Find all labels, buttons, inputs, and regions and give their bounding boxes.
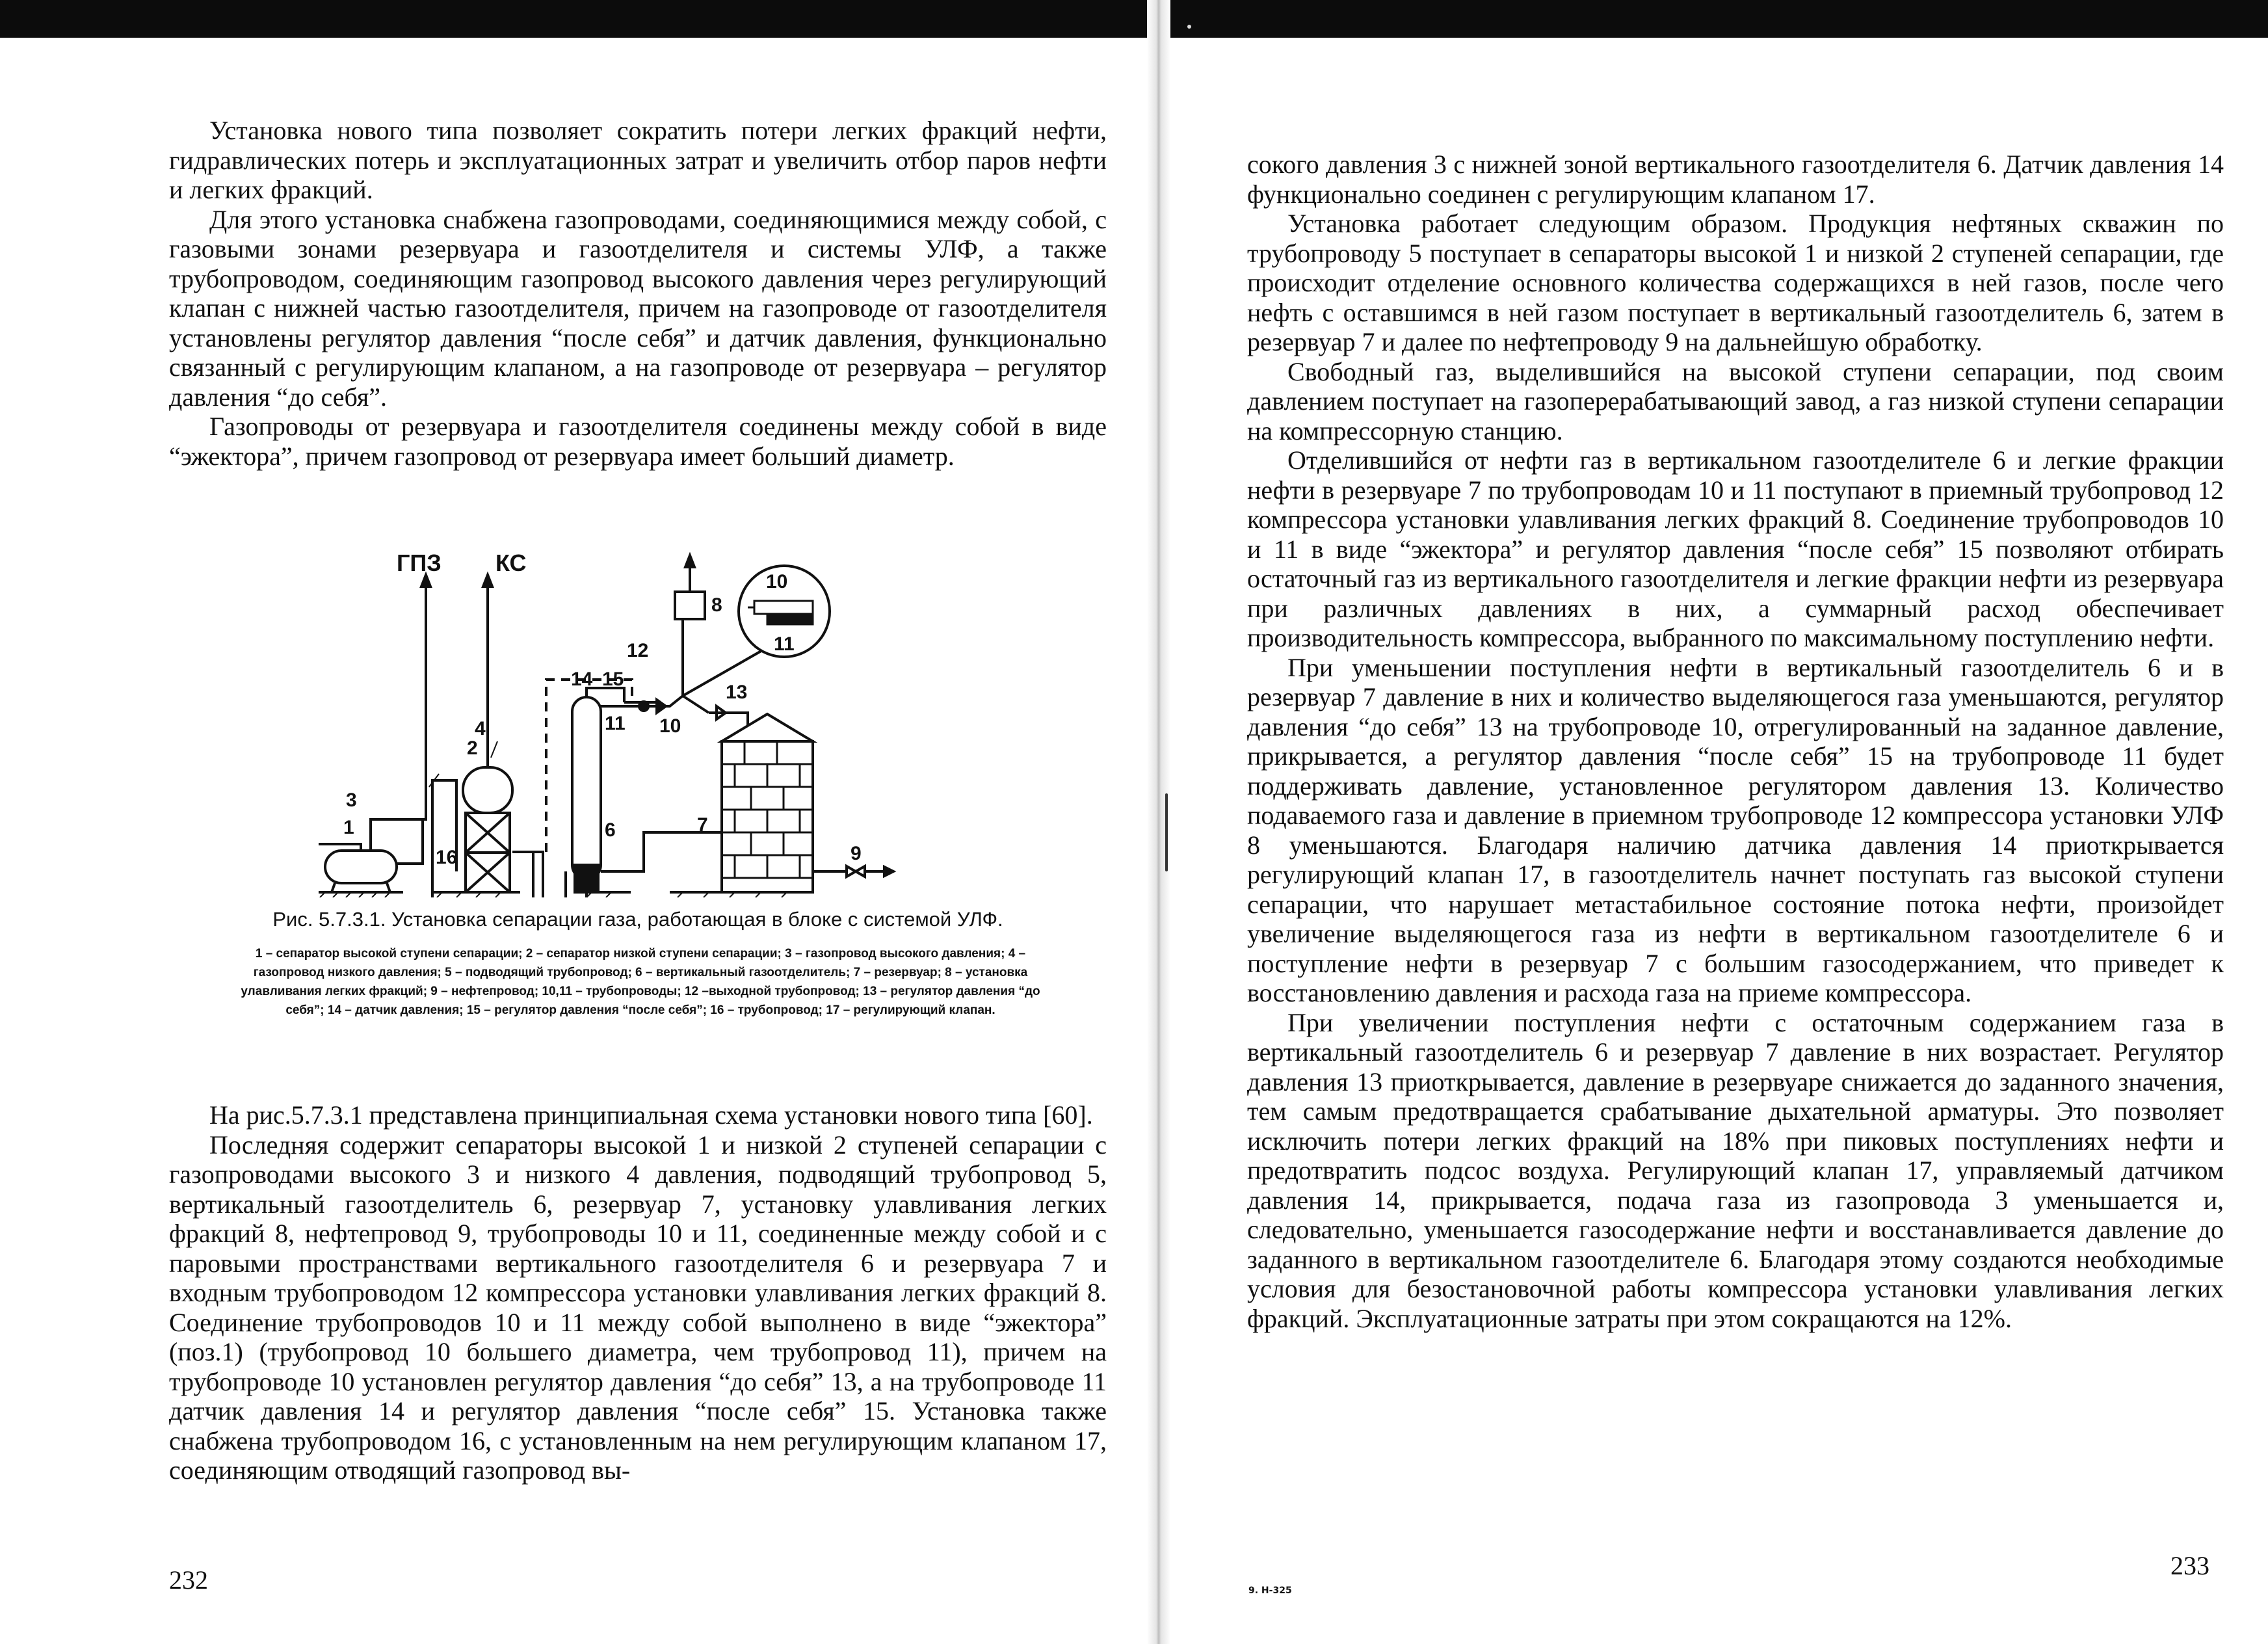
label-gpz: ГПЗ xyxy=(397,550,442,576)
paragraph: Газопроводы от резервуара и газоотделителя соединены между собой в виде “эжектора”, причем газопровод от резервуара имеет больший диаметр. xyxy=(169,412,1107,471)
figure-legend: 1 – сепаратор высокой ступени сепарации; 2 – сепаратор низкой ступени сепарации; 3 – газопровод высокого давления; 4 – газопровод низкого давления; 5 – подводящий трубопровод; 6 – вертикальный газоотделитель; 7 – резервуар; 8 – установка улавливания легких фракций; 9 – нефтепровод; 10,11 – трубопроводы; 12 –выходной трубопровод; 13 – регулятор давления “до себя”; 14 – датчик давления; 15 – регулятор давления “после себя”; 16 – трубопровод; 17 – регулирующий клапан. xyxy=(241,947,1040,1017)
pipe-10 xyxy=(683,696,709,713)
page-number-right: 233 xyxy=(2170,1551,2209,1580)
scan-speck xyxy=(1165,793,1168,871)
right-page xyxy=(1177,39,2256,1644)
label-10: 10 xyxy=(659,715,681,737)
label-ks: КС xyxy=(495,550,527,576)
pipeline-9 xyxy=(601,832,722,871)
ulf-unit-8 xyxy=(675,592,705,619)
figure-caption: Рис. 5.7.3.1. Установка сепарации газа, работающая в блоке с системой УЛФ. xyxy=(272,908,1003,931)
paragraph: При уменьшении поступления нефти в вертикальный газоотделитель 6 и в резервуар 7 давление в них и количество выделяющегося газа уменьшаются, регулятор давления “до себя” 13 на трубопроводе 10, отрегулированный на заданное давление, прикрывается, а регулятор давления “после себя” 15 на трубопроводе 11 будет поддерживать давление, установленное регулятором давления 13. Количество подаваемого газа и давление в приемном трубопроводе 12 компрессора установки УЛФ 8 уменьшаются. Благодаря наличию датчика давления 14 приоткрывается регулирующий клапан 17, в газоотделитель начнет поступать газ высокой ступени сепарации, что нарушает метастабильное состояние потока нефти, произойдет увеличение выделяющегося газа из нефти в вертикальном газоотделителе 6 и поступление нефти в резервуар 7 с большим газосодержанием, что приведет к восстановлению давления и расхода газа на приеме компрессора. xyxy=(1247,652,2224,1007)
separator-2 xyxy=(463,767,512,892)
arrow-gpz xyxy=(421,575,430,587)
left-text-top xyxy=(169,116,1107,471)
paragraph: Свободный газ, выделившийся на высокой ступени сепарации, под своим давлением поступает на газоперерабатывающий завод, а газ низкой ступени сепарации на компрессорную станцию. xyxy=(1247,356,2224,445)
arrow-ks xyxy=(483,575,492,587)
label-8: 8 xyxy=(711,594,722,616)
paragraph: Установка нового типа позволяет сократить потери легких фракций нефти, гидравлических потерь и эксплуатационных затрат и увеличить отбор паров нефти и легких фракций. xyxy=(169,116,1107,204)
label-11: 11 xyxy=(605,713,626,734)
paragraph: При увеличении поступления нефти с остаточным содержанием газа в вертикальный газоотделитель 6 и резервуар 7 давление в них возрастает. Регулятор давления 13 приоткрывается, давление в резервуаре снижается до заданного значения, тем самым предотвращается срабатывание дыхательной арматуры. Это позволяет исключить потери легких фракций на 18% при пиковых поступлениях нефти и предотвратить подсос воздуха. Регулирующий клапан 17, управляемый датчиком давления 14, прикрывается, подача газа из газопровода 3 уменьшается и, следовательно, уменьшается газосодержание нефти и восстанавливается давление до заданного в вертикальном газоотделителе 6. Благодаря этому создаются необходимые условия для безостановочной работы компрессора установки улавливания легких фракций. Эксплуатационные затраты при этом сокращаются на 12%. xyxy=(1247,1007,2224,1333)
paragraph: Для этого установка снабжена газопроводами, соединяющимися между собой, с газовыми зонами резервуара и газоотделителя и системы УЛФ, а также трубопроводом, соединяющим газопровод высокого давления через регулирующий клапан с нижней частью газоотделителя, причем на газопроводе от газоотделителя установлены регулятор давления “после себя” и датчик давления, функционально связанный с регулирующим клапаном, а на газопроводе от резервуара – регулятор давления “до себя”. xyxy=(169,204,1107,412)
label-16: 16 xyxy=(436,847,458,868)
figure-5-7-3-1 xyxy=(169,546,1107,1041)
label-7: 7 xyxy=(697,814,708,836)
label-2: 2 xyxy=(467,737,478,759)
sensor-14 xyxy=(639,702,648,711)
label-4: 4 xyxy=(475,718,486,739)
label-13: 13 xyxy=(726,682,748,703)
label-9: 9 xyxy=(850,843,862,864)
paragraph: На рис.5.7.3.1 представлена принципиальная схема установки нового типа [60]. xyxy=(209,1100,1093,1130)
scan-speck xyxy=(1187,25,1191,29)
inset-label-10: 10 xyxy=(766,571,788,592)
label-3: 3 xyxy=(346,789,357,811)
label-1: 1 xyxy=(343,817,354,838)
pipe-3 xyxy=(371,585,426,851)
paragraph: сокого давления 3 с нижней зоной вертикального газоотделителя 6. Датчик давления 14 функционально соединен с регулирующим клапаном 17. xyxy=(1247,150,2224,209)
printer-signature: 9. Н-325 xyxy=(1248,1585,1292,1596)
left-text-bottom xyxy=(169,1100,1107,1485)
label-12: 12 xyxy=(627,640,649,661)
label-15: 15 xyxy=(602,669,624,690)
label-14: 14 xyxy=(571,669,593,690)
inset-label-11: 11 xyxy=(774,633,795,655)
regulator-15 xyxy=(657,700,666,713)
right-text xyxy=(1247,150,2224,1333)
pipe-sep1-to-sep2 xyxy=(397,819,423,864)
paragraph: Последняя содержит сепараторы высокой 1 и низкой 2 ступеней сепарации с газопроводами высокого 3 и низкого 4 давления, подводящий трубопровод 5, вертикальный газоотделитель 6, резервуар 7, установку улавливания легких фракций 8, нефтепровод 9, трубопроводы 10 и 11, соединенные между собой и с паровыми пространствами вертикального газоотделителя 6 и резервуара 7 и входным трубопроводом 12 компрессора установки улавливания легких фракций 8. Соединение трубопроводов 10 и 11 между собой выполнено в виде “эжектора” (поз.1) (трубопровод 10 большего диаметра, чем трубопровод 11), причем на трубопроводе 10 установлен регулятор давления “до себя” 13, а на трубопроводе 11 датчик давления 14 и регулятор давления “после себя” 15. Установка также снабжена трубопроводом 16, с установленным на нем регулирующим клапаном 17, соединяющим отводящий газопровод вы- xyxy=(169,1130,1107,1485)
tank-7 xyxy=(722,714,813,892)
page-number-left: 232 xyxy=(169,1565,208,1595)
gas-separator-6 xyxy=(572,697,601,892)
process-diagram xyxy=(319,546,956,897)
label-6: 6 xyxy=(605,819,616,841)
separator-1 xyxy=(319,844,397,892)
pipe-sep2-to-6 xyxy=(512,852,533,897)
scan-top-border xyxy=(0,0,2268,38)
left-page xyxy=(39,39,1144,1644)
paragraph: Установка работает следующим образом. Продукция нефтяных скважин по трубопроводу 5 поступает в сепараторы высокой 1 и низкой 2 ступеней сепарации, где происходит отделение основного количества содержащихся в ней газов, после чего нефть с оставшимся в ней газом поступает в вертикальный газоотделитель 6, затем в резервуар 7 и далее по нефтепроводу 9 на дальнейшую обработку. xyxy=(1247,209,2224,356)
paragraph: Отделившийся от нефти газ в вертикальном газоотделителе 6 и легкие фракции нефти в резервуаре 7 по трубопроводам 10 и 11 поступают в приемный трубопровод 12 компрессора установки улавливания легких фракций 8. Соединение трубопроводов 10 и 11 в виде “эжектора” и регулятор давления “после себя” 15 позволяют отбирать остаточный газ из вертикального газоотделителя и легкие фракции нефти из резервуара при различных давлениях в них, а суммарный расход обеспечивает производительность компрессора, выбранного по максимальному поступлению нефти. xyxy=(1247,445,2224,652)
